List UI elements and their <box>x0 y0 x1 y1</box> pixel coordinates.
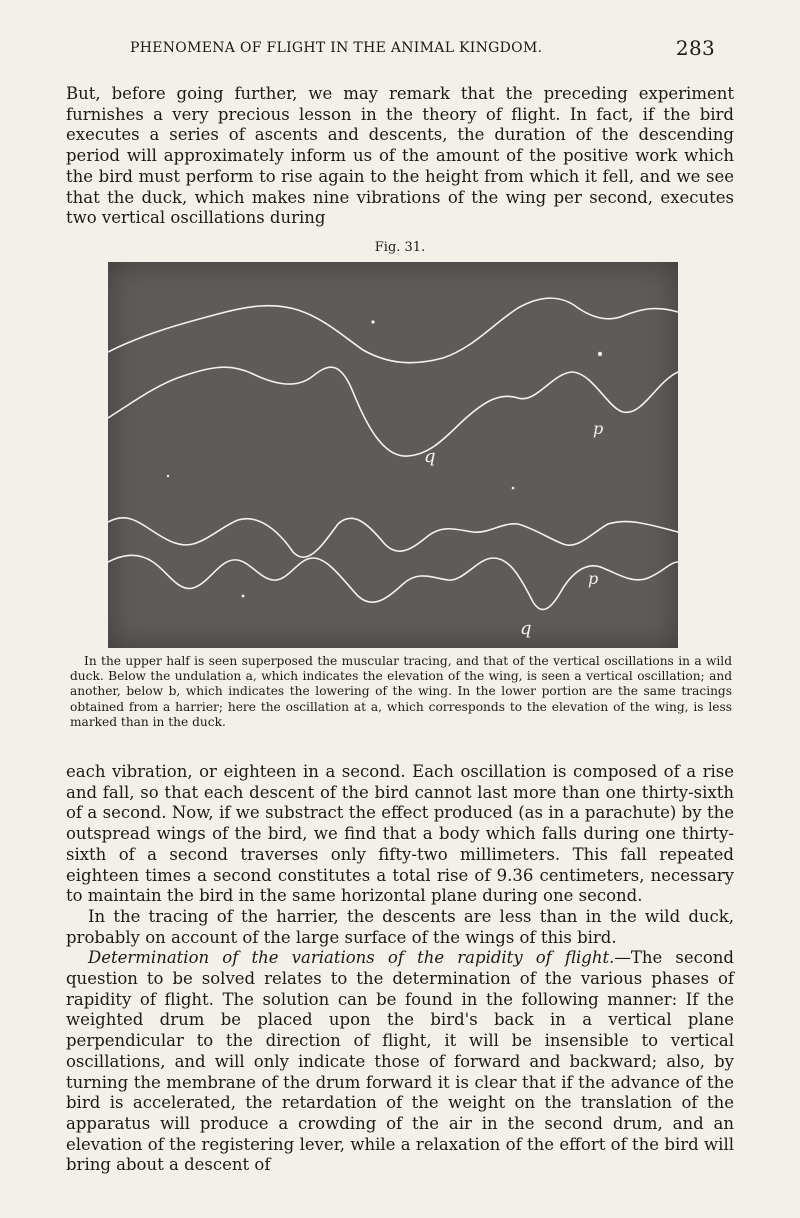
caption-text: In the upper half is seen superposed the muscular tracing, and that of the vertical oscillations in a wild duck. Below the undulation a, which indicates the elevation of the wing, is seen a vertical oscillation; and another, below b, which indicates the lowering of the wing. In the lower portion are the same tracings obtained from a harrier; here the oscillation at a, which corresponds to the elevation of the wing, is less marked than in the duck. <box>70 654 732 729</box>
bottom-text-block <box>66 762 734 1176</box>
paragraph-rapidity <box>66 948 734 1176</box>
top-text-block <box>66 84 734 229</box>
harrier-muscular-tracing <box>108 518 678 557</box>
running-title: PHENOMENA OF FLIGHT IN THE ANIMAL KINGDOM. <box>130 40 543 56</box>
marker-p-harrier: p <box>588 569 599 588</box>
paragraph-top: But, before going further, we may remark that the preceding experiment furnishes a very precious lesson in the theory of flight. In fact, if the bird executes a series of ascents and descents, the duration of the descending period will approximately inform us of the amount of the positive work which the bird must perform to rise again to the height from which it fell, and we see that the duck, which makes nine vibrations of the wing per second, executes two vertical oscillations during <box>66 84 734 228</box>
figure-tracing <box>108 262 678 648</box>
paragraph-rapidity-text: The second question to be solved relates to the determination of the various phases of rapidity of flight. The solution can be found in the following manner: If the weighted drum be placed upon the bird's back in a vertical plane perpendicular to the direction of flight, it will be insensible to vertical oscillations, and will only indicate those of forward and backward; also, by turning the membrane of the drum forward it is clear that if the advance of the bird is accelerated, the retardation of the weight on the translation of the apparatus will produce a crowding of the air in the second drum, and an elevation of the registering lever, while a relaxation of the effort of the bird will bring about a descent of <box>66 948 734 1175</box>
duck-oscillation-tracing <box>108 367 678 456</box>
duck-muscular-tracing <box>108 298 678 362</box>
page-number: 283 <box>675 36 715 60</box>
marker-q-duck: q <box>424 446 436 467</box>
paragraph-continued: each vibration, or eighteen in a second. Each oscillation is composed of a rise and fall, so that each descent of the bird cannot last more than one thirty-sixth of a second. Now, if we substract the effect produced (as in a parachute) by the outspread wings of the bird, we find that a body which falls during one thirty-sixth of a second traverses only fifty-two millimeters. This fall repeated eighteen times a second constitutes a total rise of 9.36 centimeters, necessary to maintain the bird in the same horizontal plane during one second. <box>66 762 734 906</box>
marker-q-harrier: q <box>520 618 532 639</box>
section-heading-italic: Determination of the variations of the rapidity of flight. <box>88 948 615 968</box>
heading-dash: — <box>614 948 631 968</box>
marker-p-duck: p <box>593 419 604 438</box>
paragraph-harrier: In the tracing of the harrier, the descents are less than in the wild duck, probably on account of the large surface of the wings of this bird. <box>66 906 734 947</box>
tracing-svg <box>108 262 678 648</box>
figure-label: Fig. 31. <box>374 240 426 255</box>
figure-caption <box>70 654 732 730</box>
